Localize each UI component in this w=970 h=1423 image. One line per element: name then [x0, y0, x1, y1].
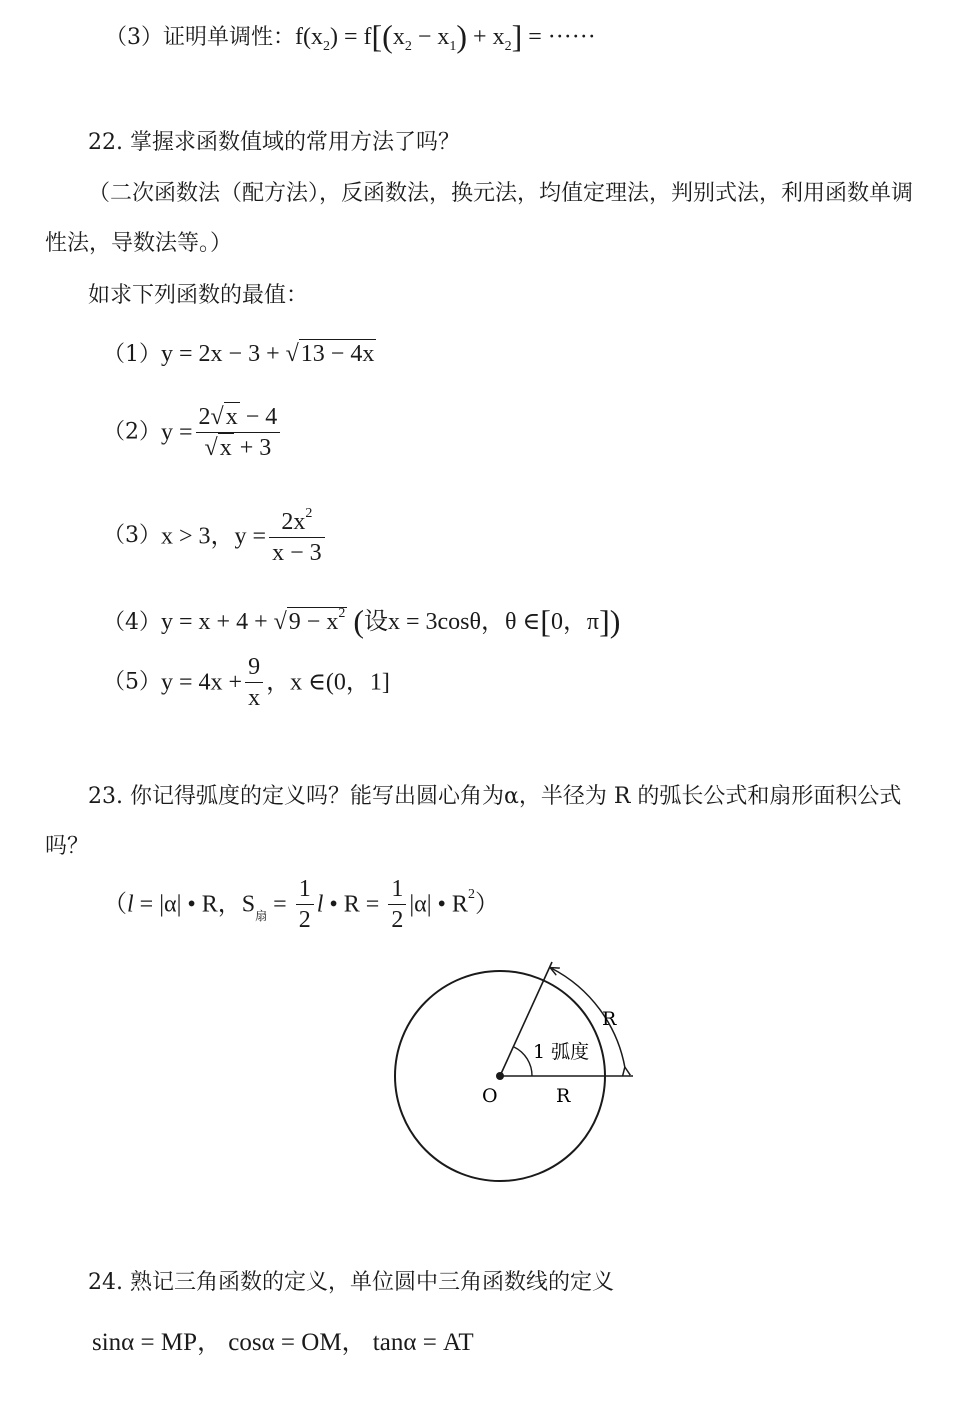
item-4-formula: $y = x + 4 + √9 - x^2$ (设x = 3cosθ，θ ∈[0，π])	[161, 603, 621, 639]
q23-heading-line2: 吗？	[45, 834, 90, 859]
q22-heading: 22. 掌握求函数值域的常用方法了吗？	[88, 130, 460, 155]
item-1-label: （1）	[103, 342, 161, 367]
radius-label: R	[556, 1085, 571, 1107]
q22-item-5	[103, 655, 390, 710]
item-3-label: （3）	[103, 523, 161, 548]
q22-item-1	[103, 342, 376, 366]
item-3-formula: x > 3，y = $\frac{2x^2}{x - 3}$	[161, 522, 328, 548]
radian-diagram	[0, 940, 970, 1240]
q23-formula	[103, 877, 499, 932]
arc-length-label: R	[602, 1008, 617, 1030]
monotonicity-label: （3）证明单调性：	[105, 25, 295, 50]
monotonicity-formula: $f(x_2) = f[(x_2 - x_1) + x_2]$ = ······	[295, 18, 596, 54]
q24-formula: sinα = MP， cosα = OM， tanα = AT	[92, 1329, 474, 1356]
q22-item-4	[103, 605, 620, 637]
item-1-formula: y = 2x − 3 + √13 − 4x	[161, 341, 375, 367]
item-5-label: （5）	[103, 669, 161, 695]
q22-methods-line1: （二次函数法（配方法），反函数法，换元法，均值定理法，判别式法，利用函数单调	[88, 181, 914, 206]
center-point	[496, 1072, 504, 1080]
angle-label: 1 弧度	[533, 1041, 590, 1063]
monotonicity-line	[105, 20, 596, 54]
item-4-label: （4）	[103, 610, 161, 635]
arc-sector-formula: （l = |α| • R，$S_扇$ = $\frac{1}{2}$ l • R = $\frac{1}{2}$ |α| • $R^2$）	[103, 876, 499, 933]
item-5-formula: y = 4x + $\frac{9}{x}$ ，x ∈(0，1]	[161, 654, 390, 711]
item-2-label: （2）	[103, 419, 161, 445]
item-2-formula: y = $\frac{2√x - 4}{√x + 3}$	[161, 418, 283, 444]
q23-heading-line1: 23. 你记得弧度的定义吗？能写出圆心角为α，半径为 R 的弧长公式和扇形面积公式	[88, 784, 902, 809]
q22-methods-line2: 性法，导数法等。）	[45, 231, 233, 256]
q22-intro: 如求下列函数的最值：	[88, 283, 309, 308]
q22-item-2	[103, 405, 283, 460]
center-label: O	[482, 1085, 498, 1107]
q22-item-3	[103, 507, 328, 565]
q24-heading: 24. 熟记三角函数的定义，单位圆中三角函数线的定义	[88, 1270, 614, 1295]
angle-arc	[514, 1047, 532, 1076]
